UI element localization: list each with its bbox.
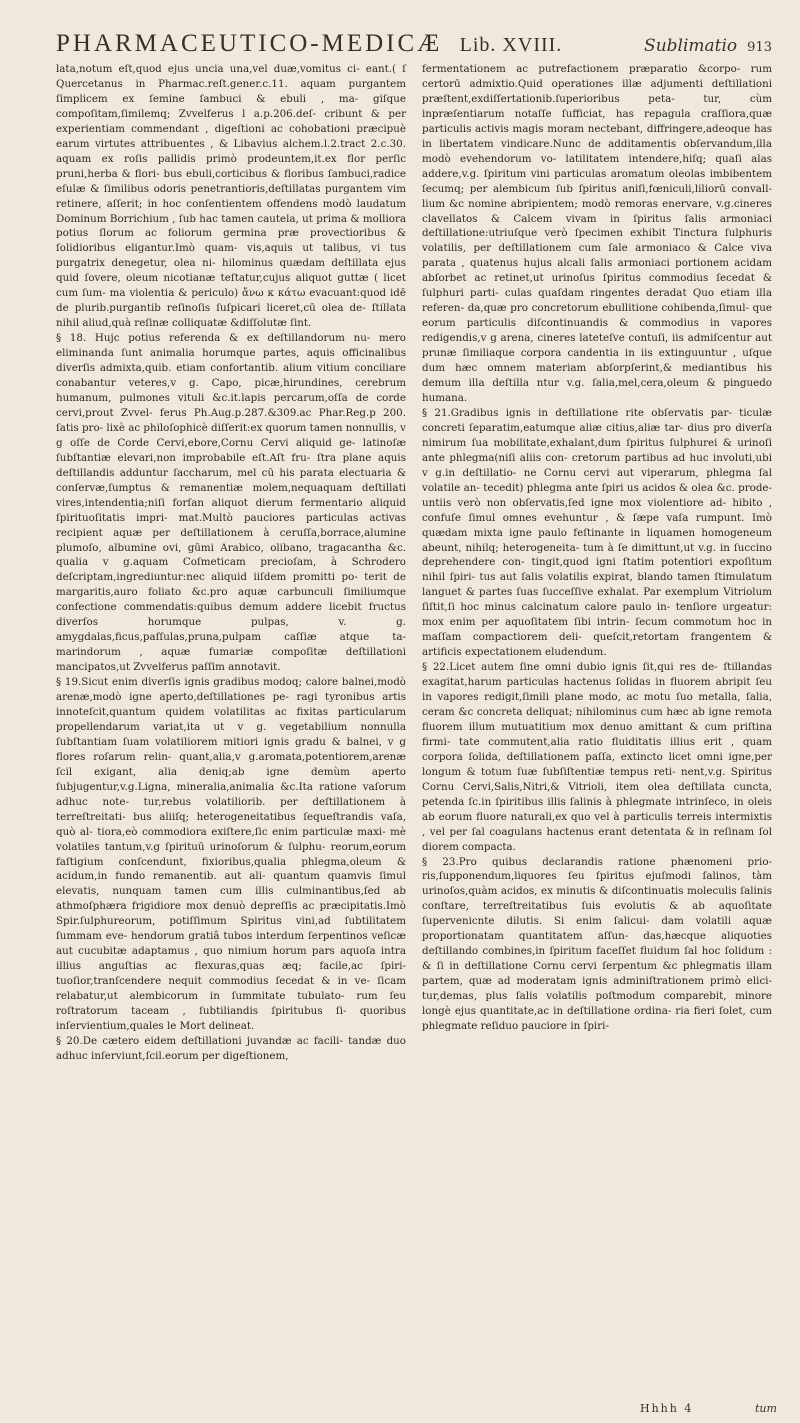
book-number: Lib. XVIII.: [459, 34, 563, 56]
paragraph: § 22.Licet autem ſine omni dubio ignis ſit,qui res de- ſtillandas exagitat,harum particulas hactenus ſolidas in fluorem abripit ſeu in vapores redigit,ſimili plane modo, ac motu ſuo metalla, ſalia, ceram &c concreta deliquat; nihilominus cum hæc ab igne remota fluorem illum mutuatitium mox denuo amittant & cum priſtina firmi- tate commutent,alia ratio fluiditatis illius erit , quam corpora ſolida, deſtillationem paſſa, extincto licet omni igne,per longum & totum ſuæ ſubſiſtentiæ tempus reti- nent,v.g. Spiritus Cornu Cervi,Salis,Nitri,& Vitrioli, item olea deſtillata cuncta, petenda ſc.in ſpiritibus illis ſalinis à phlegmate intrinſeco, in oleis ab eorum fluore naturali,ex quo vel à particulis terreis intermixtis , vel per ſal coagulans hactenus erant detentata & in reſinam ſol diorem compacta.: [422, 661, 772, 853]
paragraph: § 20.De cætero eidem deſtillationi juvandæ ac facili- tandæ duo adhuc inſerviunt,ſcil.eorum per digeſtionem,: [56, 1034, 406, 1062]
text-columns: [56, 62, 772, 1064]
page-number: 913: [747, 40, 772, 55]
running-title: [56, 30, 562, 58]
paragraph: § 23.Pro quibus declarandis ratione phænomeni prio- ris,ſupponendum,liquores ſeu ſpiritus ejuſmodi ſalinos, tàm urinoſos,quàm acidos, ex minutis & diſcontinuatis moleculis ſalinis conſtare, terreſtreitatibus ſuis evolutis & ab aquoſitate ſupervenicnte dilutis. Si enim ſalicui- dam volatili aquæ proportionatam quantitatem aſſun- das,hæcque aliquoties deſtillando combines,in ſpiritum faceſſet fluidum ſal hoc ſolidum : & ſi in deſtillatione Cornu cervi ſerpentum &c phlegmatis illam partem, quæ ad moderatam ignis adminiſtrationem primò elici- tur,demas, plus ſalis volatilis poſtmodum comparebit, minore longè ejus quantitate,ac in deſtillatione ordina- ria fieri ſolet, cum phlegmate reſiduo pauciore in ſpiri-: [422, 855, 772, 1032]
catchword: tum: [755, 1402, 777, 1415]
paragraph: fermentationem ac putrefactionem præparatio &corpo- rum certorū admixtio.Quid operationes illæ adjumenti deſtillationi præſtent,exdiſſertationib.ſuperioribus peta- tur, cùm inpræſentiarum notaſſe ſufficiat, has repagula craſſiora,quæ particulis activis magis moram nectebant, diffringere,adeoque has in libertatem vindicare.Nunc de additamentis obſervandum,illa modò evehendorum vo- latilitatem intendere,hiſq; quaſi alas addere,v.g. ſpiritum vini particulas aromatum oleolas imbibentem ſecumq; per alembicum ſub ſpiritus aniſi,fœniculi,liliorū convall- lium &c nomine abripientem; modò remoras enervare, v.g.cineres clavellatos & Calcem vivam in ſpiritus ſalis armoniaci deſtillatione:utriuſque verò ſpecimen exhibit Tinctura ſulphuris volatilis, per deſtillationem cum ſale armoniaco & Calce viva parata , quatenus hujus alcali ſalis armoniaci portionem acidam abſorbet ac retinet,ut urinoſus ſpiritus commodius ſecedat & ſulphuri parti- culas quaſdam ringentes deradat Quo etiam illa referen- da,quæ pro concretorum ebullitione cohibenda,ſimul- que eorum particulis diſcontinuandis & commodius in vapores redigendis,v g arena, cineres lateteſve contuſi, iis admiſcentur aut prunæ ſimiliaque corpora candentia in iis extinguuntur , uſque dum hæc omnem materiam abſorpſerint,& mediantibus his demum illa deſtilla ntur v.g. ſalia,mel,cera,oleum & pinguedo humana.: [422, 63, 772, 404]
header-right: [644, 36, 772, 56]
right-column: [422, 62, 772, 1064]
section-title: Sublimatio: [644, 36, 738, 56]
paragraph: § 19.Sicut enim diverſis ignis gradibus modoq; calore balnei,modò arenæ,modò igne aperto,deſtillationes pe- ragi tyronibus artis innoteſcit,quantum quidem volatilitas ac fixitas particularum propellendarum variat,ita ut v g. vegetabilium nonnulla ſubſtantiam ſuam volatiliorem mitiori ignis gradu & balnei, v g flores roſarum relin- quant,alia,v g.aromata,potentiorem,arenæ ſcil exigant, alia deniq;ab igne demùm aperto ſubjugentur,v.g.Ligna, mineralia,animalia &c.Ita ratione vaſorum adhuc note- tur,rebus volatiliorib. per deſtillationem à terreſtreitati- bus aliiſq; heterogeneitatibus ſequeſtrandis vaſa, quò al- tiora,eò commodiora exiſtere,ſic enim particulæ maxi- mè volatiles tantum,v.g ſpirituū urinoſorum & ſulphu- reorum,eorum faſtigium conſcendunt, fixioribus,qualia phlegma,oleum & acidum,in fundo remanentib. aut ali- quantum quamvis ſimul elevatis, nunquam tamen cum illis culminantibus,ſed ab athmoſphæra frigidiore mox denuò depreſſis ac præcipitatis.Imò Spir.ſulphureorum, potiſſimum Spiritus vini,ad ſubtilitatem ſummam eve- hendorum gratiâ tubos interdum ſerpentinos veſicæ aut cucubitæ adaptamus , quo nimium horum pars aquoſa intra illius anguſtias ac flexuras,quas æq; facile,ac ſpiri- tuoſior,tranſcendere nequit commodius ſecedat & in ve- ſicam relabatur,ut alembicorum in ſummitate tubulato- rum ſeu roſtratorum taceam , ſubtiliandis ſpiritubus ſi- quoribus inſervientium,quales le Mort delineat.: [56, 676, 406, 1032]
left-column: [56, 62, 406, 1064]
signature-mark: Hhhh 4: [640, 1402, 694, 1415]
running-title-text: PHARMACEUTICO-MEDICÆ: [56, 30, 443, 57]
paragraph: § 18. Hujc potius referenda & ex deſtillandorum nu- mero eliminanda ſunt animalia horumque partes, aquis officinalibus diverſis admixta,quib. etiam confortantib. alium vitium conciliare conabantur veteres,v g. Capo, picæ,hirundines, cerebrum humanum, pulmones vituli &c.it.lapis percarum,oſſa de corde cervi,prout Zvvel- ferus Ph.Aug.p.287.&309.ac Phar.Reg.p 200. ſatis pro- lixè ac philoſophicè diſſerit:ex quorum tamen nonnullis, v g oſſe de Corde Cervi,ebore,Cornu Cervi aliquid ge- latinoſæ ſubſtantiæ elevari,non improbabile eſt.Aſt fru- ſtra plane aquis deſtillandis adduntur ſaccharum, mel cū his parata electuaria & conſervæ,ſumptus & remanentiæ molem,nequaquam deſtillati vires,intendentia;niſi forſan aliquot dierum fermentario aliquid ſpirituoſitatis impri- mat.Multò pauciores particulas activas recipient aquæ per deſtillationem à ceruſſa,borrace,alumine plumoſo, albumine ovi, gūmi Arabico, olibano, tragacantha &c. qualia v g.aquam Coſmeticam precioſam, à Schrodero deſcriptam,ingrediuntur:nec aliquid iiſdem promitti po- terit de margaritis,auro foliato &c.pro aquæ carbunculi ſimiliumque confectione commendatis:quibus demum addere licebit fructus diverſos horumque pulpas, v. g. amygdalas,ficus,paſſulas,pruna,pulpam caſſiæ atque ta- marindorum , aquæ fumariæ compoſitæ deſtillationi mancipatos,ut Zvvelferus paſſim annotavit.: [56, 332, 406, 674]
paragraph: § 21.Gradibus ignis in deſtillatione rite obſervatis par- ticulæ concreti ſeparatim,eatumque aliæ citius,aliæ tar- dius pro diverſa nimirum ſua mobilitate,exhalant,dum ſpiritus ſulphurei & urinoſi ante phlegma(niſi aliis con- cretorum partibus ad huc involuti,ubi v g.in deſtillatio- ne Cornu cervi aut viperarum, phlegma ſal volatile an- tecedit) phlegma ante ſpiri us acidos & olea &c. prode- untiis verò non obſervatis,ſed igne mox violentiore ad- hibito , confuſe ſimul omnes evehuntur , & ſæpe vaſa rumpunt. Imò quædam mixta igne paulo feſtinante in liquamen homogeneum abeunt, nihilq; heterogeneita- tum à ſe dimittunt,ut v.g. in ſuccino deprehendere con- tingit,quod igni ſtatim potentiori expoſitum nihil ſpiri- tus aut ſalis volatilis expirat, blando tamen ſtimulatum languet & partes ſuas ſucceſſive exhalat. Par exemplum Vitriolum ſiſtit,ſi hoc minus calcinatum calore paulo in- tenſiore urgeatur: mox enim per aquoſitatem ſibi intrin- ſecum commotum hoc in maſſam compactiorem deli- queſcit,retortam frangentem & artificis expectationem eludendum.: [422, 406, 772, 659]
paragraph: lata,notum eſt,quod ejus uncia una,vel duæ,vomitus ci- eant.( ſ Quercetanus in Pharmac.reſt.gener.c.11. aquam purgantem ſimplicem ex ſemine ſambuci & ebuli , ma- giſque compoſitam,ſimilemq; Zvvelferus l a.p.206.deſ- cribunt & per experientiam commendant , digeſtioni ac cohobationi præcipuè earum virtutes attribuentes , & Libavius alchem.l.2.tract 2.c.30. aquam ex roſis pallidis primò prodeuntem,it.ex flor perſic pruni,herba & flori- bus ebuli,corticibus & floribus ſambuci,radice eſulæ & ſimilibus odoris penetrantioris,deſtillatas purgantem vim retinere, aſſerit; in hoc conſentientem offendens modò laudatum Dominum Borrichium , ſub hac tamen cautela, ut prima & molliora potius ſlorum ac foliorum germina præ provectioribus & ſolidioribus eligantur.Imò quam- vis,aquis ut talibus, vi tus purgatrix denegetur, olea ni- hilominus quædam deſtillata ejus quid ſovere, oleum nicotianæ teſtatur,cujus aliquot guttæ ( licet cum ſum- ma violentia & periculo) ἄνω κ κάτω evacuant:quod idē de plurib.purgantib reſinoſis ſuſpicari liceret,cū olea de- ſtillata nihil aliud,quà reſinæ colliquatæ &diſſolutæ ſint.: [56, 63, 406, 330]
page-header: [56, 30, 772, 60]
